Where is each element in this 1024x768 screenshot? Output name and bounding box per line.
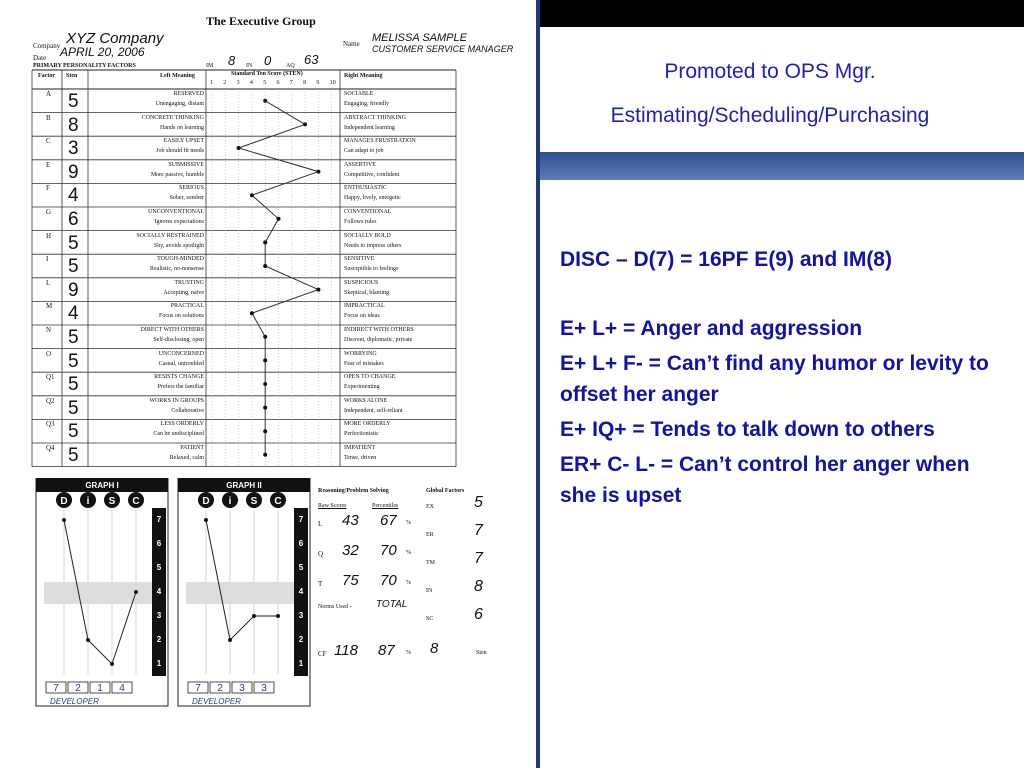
sten-point (263, 335, 267, 339)
factor-right-title: SUSPICIOUS (344, 279, 379, 286)
sten-point (316, 170, 320, 174)
factor-right-desc: Follows rules (344, 219, 377, 225)
reasoning-percentile: 67 (380, 512, 397, 529)
reasoning-label: L (318, 520, 323, 528)
factor-right-title: CONVENTIONAL (344, 209, 392, 215)
factor-left-desc: Shy, avoids spotlight (153, 242, 204, 249)
reasoning-title: Reasoning/Problem Solving (318, 488, 389, 494)
factor-sten-score: 5 (68, 397, 79, 419)
col-left: Left Meaning (160, 73, 195, 79)
factor-left-title: SOCIALLY RESTRAINED (136, 232, 204, 239)
factor-sten-score: 5 (68, 350, 79, 372)
factor-sten-score: 9 (68, 161, 79, 183)
factor-left-desc: Can be undisciplined (153, 431, 204, 438)
sten-point (303, 122, 307, 126)
factor-sten-score: 5 (68, 91, 79, 112)
factor-left-title: RESERVED (173, 91, 204, 97)
factor-sten-score: 6 (68, 209, 79, 230)
factor-left-title: RESISTS CHANGE (154, 374, 204, 381)
in-label: IN (246, 63, 253, 69)
factor-letter: B (46, 113, 51, 122)
graph-scale-number: 5 (298, 563, 304, 572)
disc-letter: C (132, 496, 140, 507)
reasoning-label: Q (318, 550, 324, 558)
graph-scale-number: 1 (298, 659, 304, 668)
sten-scale-number: 3 (236, 80, 240, 86)
global-factor-value: 7 (474, 550, 483, 567)
analysis-notes (560, 244, 1000, 515)
norms-value: TOTAL (376, 599, 408, 610)
factor-sten-score: 8 (68, 114, 79, 136)
disc-point (252, 614, 256, 618)
disc-code-digit: 2 (217, 683, 223, 694)
disc-point (228, 638, 232, 642)
aq-label: AQ (286, 63, 295, 69)
factor-left-desc: Relaxed, calm (169, 455, 204, 461)
cf-pct-sign: % (406, 650, 411, 656)
cf-sten: 8 (430, 640, 439, 657)
note-disc: DISC – D(7) = 16PF E(9) and IM(8) (560, 248, 892, 271)
factor-right-title: WORRYING (344, 350, 377, 357)
factor-letter: L (46, 278, 51, 287)
sten-point (237, 146, 241, 150)
sten-point (263, 453, 267, 457)
global-factor-label: SC (426, 616, 434, 622)
factor-right-desc: Skeptical, blaming (344, 289, 389, 296)
global-factor-label: ER (426, 532, 434, 538)
global-factor-label: TM (426, 560, 435, 566)
sten-point (277, 217, 281, 221)
factor-left-title: SERIOUS (178, 185, 204, 192)
raw-scores-header: Raw Scores (318, 503, 347, 509)
factor-right-title: WORKS ALONE (344, 397, 388, 404)
factor-left-title: WORKS IN GROUPS (149, 397, 204, 404)
reasoning-raw-score: 75 (342, 572, 359, 589)
disc-graph-1 (36, 478, 168, 706)
factor-left-title: TOUGH-MINDED (157, 256, 204, 263)
reasoning-raw-score: 32 (342, 542, 359, 559)
factor-right-title: ENTHUSIASTIC (344, 185, 387, 192)
sten-scale-number: 6 (276, 80, 280, 86)
date-value: APRIL 20, 2006 (60, 45, 145, 59)
col-factor: Factor (38, 73, 55, 79)
company-value: XYZ Company (66, 30, 164, 47)
sten-scale-number: 7 (289, 80, 293, 86)
aq-value: 63 (304, 52, 319, 67)
percent-sign: % (406, 580, 411, 586)
sten-label: Sten (476, 650, 487, 656)
disc-point (204, 518, 208, 522)
reasoning-label: T (318, 580, 323, 588)
factor-right-desc: Needs to impress others (344, 242, 402, 249)
factor-sten-score: 4 (68, 185, 79, 207)
graph-scale-number: 7 (156, 515, 162, 524)
graph-scale-number: 4 (298, 587, 304, 596)
name-role: CUSTOMER SERVICE MANAGER (372, 44, 514, 54)
col-sten: Sten (66, 73, 78, 79)
sten-point (250, 311, 254, 315)
promo-line-2: Estimating/Scheduling/Purchasing (610, 104, 930, 127)
factor-sten-score: 3 (68, 138, 79, 160)
company-label: Company (33, 42, 61, 50)
disc-letter: C (274, 496, 282, 507)
disc-point (134, 590, 138, 594)
reasoning-percentile: 70 (380, 542, 397, 559)
graph-scale-number: 3 (298, 611, 304, 620)
top-bar (538, 0, 1024, 27)
org-title: The Executive Group (206, 14, 316, 28)
reasoning-percentile: 70 (380, 572, 397, 589)
graph-scale-number: 2 (156, 635, 162, 644)
factor-right-desc: Focus on ideas (344, 313, 380, 320)
factor-left-desc: Sober, somber (169, 195, 204, 202)
factor-left-title: UNCONVENTIONAL (148, 209, 204, 215)
factor-letter: I (46, 255, 49, 264)
percent-sign: % (406, 550, 411, 556)
name-label: Name (343, 40, 360, 48)
disc-pattern-name: DEVELOPER (192, 697, 241, 706)
factor-right-title: ABSTRACT THINKING (344, 114, 406, 121)
factor-right-desc: Fear of mistakes (344, 360, 384, 367)
disc-letter: i (86, 496, 90, 507)
cf-pct: 87 (378, 642, 395, 659)
factor-left-title: EASILY UPSET (163, 138, 204, 145)
factor-letter: C (46, 137, 51, 146)
global-factor-label: IN (426, 588, 433, 594)
disc-code-digit: 7 (195, 683, 201, 694)
norms-label: Norms Used - (318, 604, 352, 610)
sten-scale-number: 2 (223, 80, 227, 86)
sten-scale-number: 4 (249, 80, 253, 86)
disc-point (276, 614, 280, 618)
disc-code-digit: 2 (75, 683, 81, 694)
sten-point (263, 406, 267, 410)
note-humor: E+ L+ F- = Can’t find any humor or levity to offset her anger (560, 352, 989, 406)
global-factor-label: EX (426, 504, 434, 510)
col-right: Right Meaning (344, 73, 383, 79)
factor-left-desc: Hands on learning (160, 124, 204, 131)
factor-left-title: SUBMISSIVE (168, 161, 204, 168)
factor-sten-score: 5 (68, 421, 79, 443)
factor-letter: F (46, 184, 50, 193)
graph-scale-number: 2 (298, 635, 304, 644)
factor-letter: A (46, 90, 52, 98)
header-band (540, 152, 1024, 180)
disc-letter: D (202, 496, 210, 507)
disc-graphs (30, 478, 340, 718)
sten-point (263, 382, 267, 386)
sten-point (250, 193, 254, 197)
factor-letter: Q4 (46, 444, 55, 452)
sten-scale-number: 10 (329, 80, 336, 86)
factor-sten-score: 5 (68, 327, 79, 348)
factor-letter: O (46, 349, 52, 358)
factor-left-desc: Collaborative (171, 407, 204, 414)
factor-right-desc: Happy, lively, energetic (344, 195, 401, 202)
factor-right-desc: Independent learning (344, 124, 395, 131)
date-label: Date (33, 54, 47, 62)
factor-right-title: OPEN TO CHANGE (344, 374, 396, 381)
graph-scale-number: 6 (156, 539, 162, 548)
factor-right-title: SENSITIVE (344, 256, 375, 263)
factor-sten-score: 9 (68, 279, 79, 301)
graph-scale-number: 6 (298, 539, 304, 548)
factor-sten-score: 5 (68, 445, 79, 466)
global-factor-value: 8 (474, 578, 483, 595)
factor-right-title: MORE ORDERLY (344, 421, 391, 428)
factor-letter: H (46, 231, 52, 240)
disc-graph-2 (178, 478, 310, 706)
note-control: ER+ C- L- = Can’t control her anger when she is upset (560, 453, 970, 507)
disc-letter: D (60, 496, 68, 507)
sten-point (316, 288, 320, 292)
factor-right-title: SOCIALLY BOLD (344, 232, 391, 239)
cf-raw: 118 (334, 642, 358, 659)
factor-right-title: IMPRACTICAL (344, 303, 385, 310)
disc-code-digit: 1 (97, 683, 103, 694)
factor-right-desc: Independent, self-reliant (344, 407, 403, 414)
disc-letter: S (250, 496, 258, 507)
graph-scale-number: 3 (156, 611, 162, 620)
factor-left-title: UNCONCERNED (158, 350, 204, 357)
disc-letter: i (228, 496, 232, 507)
factor-left-desc: Focus on solutions (158, 313, 204, 320)
factor-left-title: PRACTICAL (170, 303, 204, 310)
factor-left-desc: Self-disclosing, open (153, 337, 204, 343)
graph-scale-number: 5 (156, 563, 162, 572)
sten-scale-number: 8 (303, 80, 307, 86)
factor-letter: N (46, 326, 52, 334)
factor-left-title: PATIENT (180, 445, 204, 451)
percent-sign: % (406, 520, 411, 526)
factor-left-desc: Casual, untroubled (158, 360, 204, 367)
disc-code-digit: 3 (239, 683, 245, 694)
disc-code-digit: 7 (53, 683, 59, 694)
note-talk-down: E+ IQ+ = Tends to talk down to others (560, 418, 935, 441)
disc-point (62, 518, 66, 522)
factor-right-desc: Can adapt to job (344, 148, 384, 155)
factor-letter: Q1 (46, 373, 55, 382)
factor-sten-score: 5 (68, 374, 79, 396)
factor-left-desc: Accepting, naïve (163, 289, 204, 296)
factor-left-title: TRUSTING (174, 279, 204, 286)
sten-scale-number: 5 (263, 80, 267, 86)
factor-letter: E (46, 160, 51, 169)
note-anger: E+ L+ = Anger and aggression (560, 317, 863, 340)
global-title: Global Factors (426, 488, 465, 494)
sten-point (263, 358, 267, 362)
sten-point (263, 429, 267, 433)
factor-left-desc: Ignores expectations (154, 219, 204, 225)
disc-code-digit: 3 (261, 683, 267, 694)
factor-letter: Q2 (46, 396, 55, 405)
cf-label: CF (318, 650, 327, 658)
factor-left-desc: More passive, humble (150, 171, 204, 178)
factor-table (0, 0, 538, 480)
graph-scale-number: 7 (298, 515, 304, 524)
factor-left-desc: Job should fit needs (156, 148, 204, 155)
name-value: MELISSA SAMPLE (372, 32, 467, 44)
primary-factors-title: PRIMARY PERSONALITY FACTORS (33, 63, 136, 69)
disc-code-digit: 4 (119, 683, 125, 694)
factor-left-title: DIRECT WITH OTHERS (140, 327, 204, 333)
factor-left-title: CONCRETE THINKING (141, 114, 204, 121)
disc-point (110, 662, 114, 666)
graph-title: GRAPH I (85, 481, 119, 490)
global-factor-value: 6 (474, 606, 483, 623)
sten-point (263, 99, 267, 103)
factor-right-desc: Competitive, confident (344, 171, 400, 178)
factor-right-title: SOCIABLE (344, 91, 374, 97)
sten-scale-number: 9 (316, 80, 320, 86)
factor-letter: M (46, 302, 53, 311)
promo-line-1: Promoted to OPS Mgr. (664, 60, 876, 83)
factor-left-desc: Prefers the familiar (157, 384, 204, 391)
factor-letter: Q3 (46, 420, 55, 429)
factor-left-title: LESS ORDERLY (160, 421, 204, 428)
im-value: 8 (228, 53, 236, 68)
factor-letter: G (46, 208, 52, 216)
factor-sten-score: 4 (68, 303, 79, 325)
factor-left-desc: Realistic, no-nonsense (150, 266, 204, 273)
factor-sten-score: 5 (68, 232, 79, 254)
factor-right-title: ASSERTIVE (344, 161, 376, 168)
sten-scale-number: 1 (210, 80, 213, 86)
factor-right-desc: Discreet, diplomatic, private (344, 337, 413, 343)
global-factor-value: 7 (474, 522, 483, 539)
factor-right-title: INDIRECT WITH OTHERS (344, 327, 414, 333)
factor-right-desc: Tense, driven (344, 455, 377, 461)
graph-title: GRAPH II (226, 481, 262, 490)
promotion-heading (540, 50, 1000, 138)
im-label: IM (206, 63, 214, 69)
reasoning-raw-score: 43 (342, 512, 359, 529)
disc-point (86, 638, 90, 642)
global-factor-value: 5 (474, 494, 483, 511)
percentiles-header: Percentiles (372, 503, 399, 509)
factor-right-title: IMPATIENT (344, 445, 376, 451)
factor-right-desc: Susceptible to feelings (344, 266, 399, 273)
graph-scale-number: 4 (156, 587, 162, 596)
factor-right-desc: Perfectionistic (344, 431, 379, 438)
disc-pattern-name: DEVELOPER (50, 697, 99, 706)
factor-sten-score: 5 (68, 256, 79, 278)
factor-right-desc: Experimenting (344, 384, 380, 391)
graph-scale-number: 1 (156, 659, 162, 668)
sten-point (263, 264, 267, 268)
in-value: 0 (264, 53, 272, 68)
factor-left-desc: Unengaging, distant (155, 101, 204, 107)
sten-point (263, 240, 267, 244)
factor-right-desc: Engaging, friendly (344, 101, 389, 107)
col-score: Standard Ten Score (STEN) (231, 71, 303, 77)
disc-letter: S (108, 496, 116, 507)
factor-right-title: MANAGES FRUSTRATION (344, 138, 416, 145)
